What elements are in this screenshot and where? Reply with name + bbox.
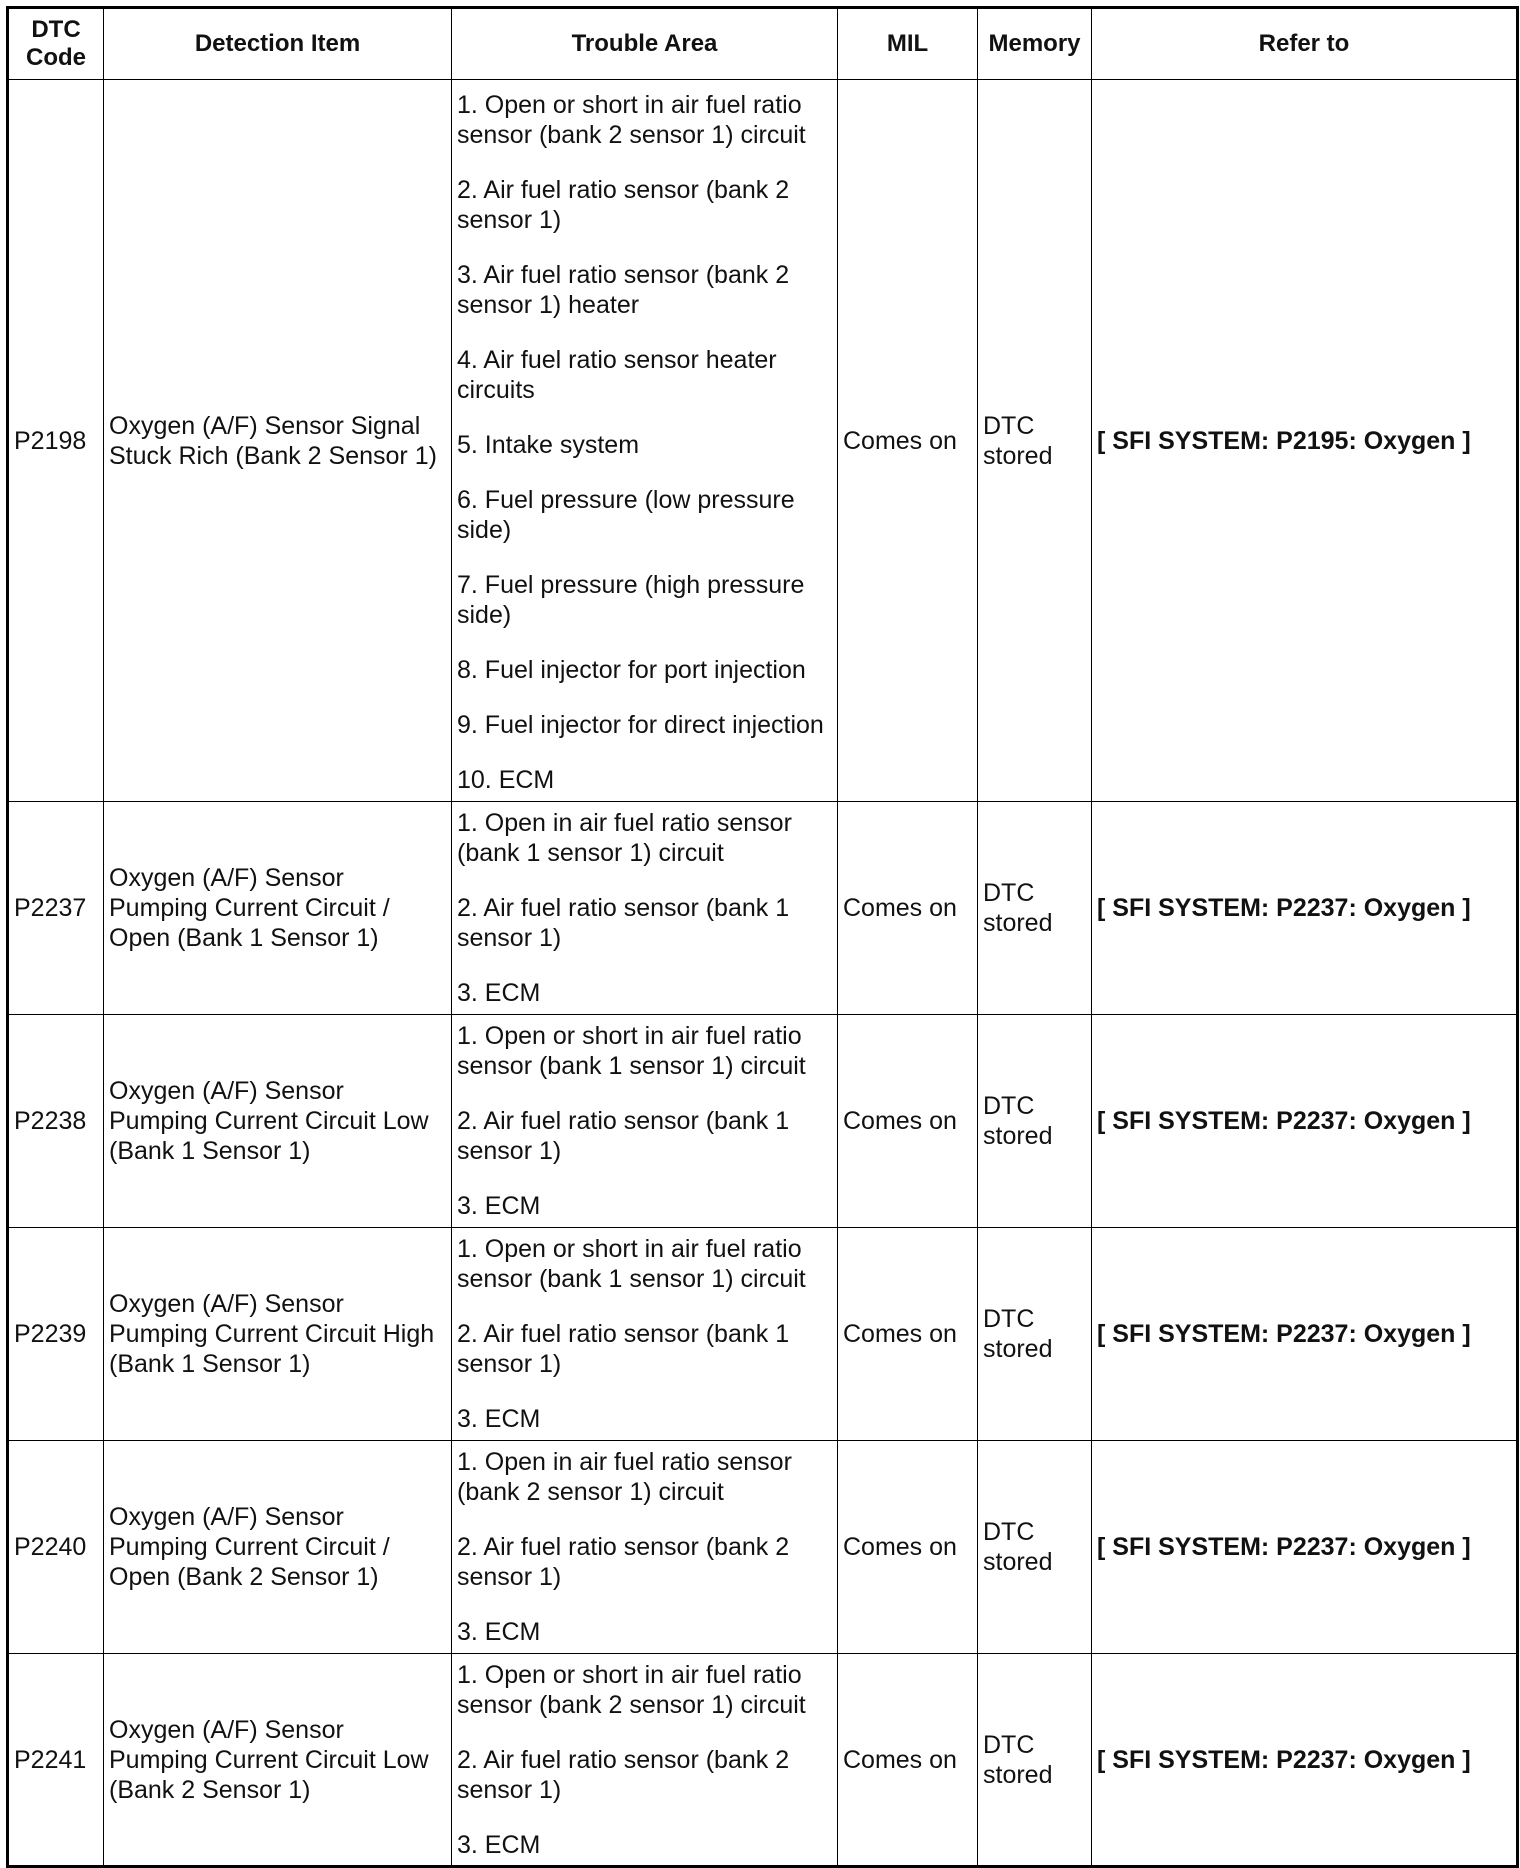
detection-item-cell: Oxygen (A/F) Sensor Pumping Current Circuit High (Bank 1 Sensor 1): [104, 1228, 452, 1441]
dtc-code-cell: P2240: [8, 1441, 104, 1654]
trouble-area-item: 5. Intake system: [457, 431, 640, 459]
trouble-area-cell: [452, 802, 838, 1015]
trouble-area-cell: [452, 1654, 838, 1867]
mil-cell: Comes on: [838, 80, 978, 802]
trouble-area-item: 7. Fuel pressure (high pressure side): [457, 571, 805, 629]
trouble-area-item: 9. Fuel injector for direct injection: [457, 711, 824, 739]
refer-to-cell: [ SFI SYSTEM: P2237: Oxygen ]: [1092, 802, 1518, 1015]
trouble-area-item: 1. Open or short in air fuel ratio sensor (bank 1 sensor 1) circuit: [457, 1022, 806, 1080]
table-row: [8, 802, 1518, 1015]
table-row: [8, 1228, 1518, 1441]
header-detection-item: [104, 8, 452, 80]
header-dtc-code: [8, 8, 104, 80]
trouble-area-item: 2. Air fuel ratio sensor (bank 1 sensor 1): [457, 1320, 790, 1378]
dtc-code-cell: P2241: [8, 1654, 104, 1867]
dtc-code-cell: P2239: [8, 1228, 104, 1441]
trouble-area-item: 3. Air fuel ratio sensor (bank 2 sensor 1) heater: [457, 261, 790, 319]
trouble-area-item: 4. Air fuel ratio sensor heater circuits: [457, 346, 777, 404]
trouble-area-item: 3. ECM: [457, 1405, 541, 1433]
trouble-area-item: 2. Air fuel ratio sensor (bank 2 sensor 1): [457, 1533, 790, 1591]
trouble-area-cell: [452, 1441, 838, 1654]
header-mil-label: MIL: [886, 30, 929, 57]
trouble-area-item: 1. Open or short in air fuel ratio sensor (bank 1 sensor 1) circuit: [457, 1235, 806, 1293]
dtc-table: [6, 6, 1519, 1868]
mil-cell: Comes on: [838, 1441, 978, 1654]
header-row: [8, 8, 1518, 80]
table-row: [8, 80, 1518, 802]
detection-item-cell: Oxygen (A/F) Sensor Pumping Current Circuit Low (Bank 1 Sensor 1): [104, 1015, 452, 1228]
memory-cell: DTC stored: [978, 1015, 1092, 1228]
refer-to-cell: [ SFI SYSTEM: P2237: Oxygen ]: [1092, 1654, 1518, 1867]
memory-cell: DTC stored: [978, 1654, 1092, 1867]
trouble-area-item: 2. Air fuel ratio sensor (bank 2 sensor 1): [457, 1745, 790, 1804]
header-trouble-area: [452, 8, 838, 80]
table-row: [8, 1441, 1518, 1654]
mil-cell: Comes on: [838, 1015, 978, 1228]
trouble-area-item: 3. ECM: [457, 1830, 541, 1859]
memory-cell: DTC stored: [978, 802, 1092, 1015]
table-row: [8, 1654, 1518, 1867]
table-row: [8, 1015, 1518, 1228]
memory-cell: DTC stored: [978, 80, 1092, 802]
detection-item-cell: Oxygen (A/F) Sensor Signal Stuck Rich (Bank 2 Sensor 1): [104, 80, 452, 802]
header-refer-to-label: Refer to: [1258, 30, 1350, 57]
header-refer-to: [1092, 8, 1518, 80]
refer-to-cell: [ SFI SYSTEM: P2237: Oxygen ]: [1092, 1441, 1518, 1654]
trouble-area-item: 1. Open in air fuel ratio sensor (bank 2 sensor 1) circuit: [457, 1448, 792, 1506]
trouble-area-item: 3. ECM: [457, 1192, 541, 1220]
detection-item-cell: Oxygen (A/F) Sensor Pumping Current Circuit / Open (Bank 2 Sensor 1): [104, 1441, 452, 1654]
detection-item-cell: Oxygen (A/F) Sensor Pumping Current Circuit Low (Bank 2 Sensor 1): [104, 1654, 452, 1867]
header-detection-item-label: Detection Item: [194, 30, 361, 57]
header-mil: [838, 8, 978, 80]
refer-to-cell: [ SFI SYSTEM: P2195: Oxygen ]: [1092, 80, 1518, 802]
dtc-code-cell: P2237: [8, 802, 104, 1015]
trouble-area-item: 2. Air fuel ratio sensor (bank 2 sensor 1): [457, 176, 790, 234]
header-trouble-area-label: Trouble Area: [571, 30, 718, 57]
trouble-area-item: 6. Fuel pressure (low pressure side): [457, 486, 795, 544]
detection-item-cell: Oxygen (A/F) Sensor Pumping Current Circuit / Open (Bank 1 Sensor 1): [104, 802, 452, 1015]
trouble-area-item: 1. Open or short in air fuel ratio sensor (bank 2 sensor 1) circuit: [457, 91, 806, 149]
mil-cell: Comes on: [838, 1228, 978, 1441]
header-dtc-code-label: DTC Code: [26, 16, 86, 71]
trouble-area-item: 3. ECM: [457, 979, 541, 1007]
trouble-area-item: 2. Air fuel ratio sensor (bank 1 sensor 1): [457, 1107, 790, 1165]
trouble-area-item: 1. Open or short in air fuel ratio sensor (bank 2 sensor 1) circuit: [457, 1660, 806, 1719]
trouble-area-item: 8. Fuel injector for port injection: [457, 656, 806, 684]
trouble-area-item: 10. ECM: [457, 766, 555, 794]
refer-to-cell: [ SFI SYSTEM: P2237: Oxygen ]: [1092, 1015, 1518, 1228]
trouble-area-item: 1. Open in air fuel ratio sensor (bank 1 sensor 1) circuit: [457, 809, 792, 867]
memory-cell: DTC stored: [978, 1228, 1092, 1441]
refer-to-cell: [ SFI SYSTEM: P2237: Oxygen ]: [1092, 1228, 1518, 1441]
trouble-area-item: 2. Air fuel ratio sensor (bank 1 sensor 1): [457, 894, 790, 952]
header-memory-label: Memory: [988, 30, 1081, 57]
trouble-area-cell: [452, 1015, 838, 1228]
mil-cell: Comes on: [838, 1654, 978, 1867]
trouble-area-cell: [452, 1228, 838, 1441]
trouble-area-cell: [452, 80, 838, 802]
dtc-code-cell: P2198: [8, 80, 104, 802]
memory-cell: DTC stored: [978, 1441, 1092, 1654]
trouble-area-item: 3. ECM: [457, 1618, 541, 1646]
header-memory: [978, 8, 1092, 80]
mil-cell: Comes on: [838, 802, 978, 1015]
dtc-code-cell: P2238: [8, 1015, 104, 1228]
